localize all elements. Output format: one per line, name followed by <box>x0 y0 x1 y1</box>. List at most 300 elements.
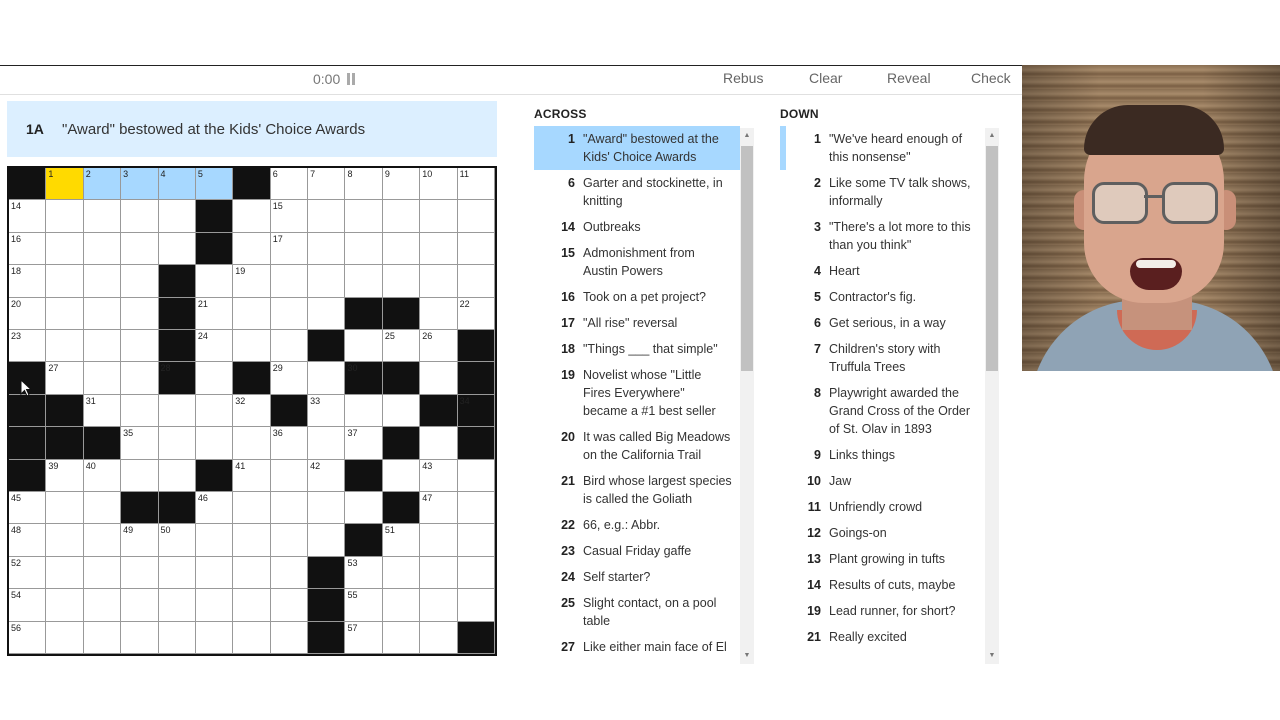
grid-cell[interactable] <box>233 233 270 265</box>
cell-number: 46 <box>197 493 208 503</box>
grid-cell[interactable] <box>196 427 233 459</box>
grid-cell[interactable] <box>271 168 308 200</box>
grid-cell[interactable] <box>383 460 420 492</box>
grid-cell[interactable] <box>84 265 121 297</box>
scroll-up-icon[interactable]: ▲ <box>743 132 751 139</box>
grid-cell[interactable] <box>271 265 308 297</box>
cell-number: 11 <box>459 169 469 179</box>
clue-text: Heart <box>829 264 860 278</box>
grid-cell[interactable] <box>420 622 457 654</box>
grid-cell[interactable] <box>458 233 495 265</box>
grid-cell[interactable] <box>46 589 83 621</box>
across-clue[interactable] <box>534 634 740 660</box>
grid-cell[interactable] <box>84 395 121 427</box>
down-clue[interactable] <box>780 380 985 442</box>
across-clue[interactable] <box>534 538 740 564</box>
grid-cell[interactable] <box>196 330 233 362</box>
grid-cell[interactable] <box>271 524 308 556</box>
grid-cell[interactable] <box>420 362 457 394</box>
grid-cell[interactable] <box>420 524 457 556</box>
down-title: DOWN <box>780 107 819 121</box>
grid-cell[interactable] <box>84 524 121 556</box>
cell-number: 3 <box>123 169 129 179</box>
grid-block <box>345 460 382 492</box>
down-clue[interactable] <box>780 310 985 336</box>
grid-cell[interactable] <box>308 492 345 524</box>
person-teeth <box>1136 260 1176 268</box>
grid-cell[interactable] <box>233 524 270 556</box>
cell-number: 21 <box>197 298 208 309</box>
grid-cell[interactable] <box>84 200 121 232</box>
grid-cell[interactable] <box>420 330 457 362</box>
grid-cell[interactable] <box>271 427 308 459</box>
down-scrollbar[interactable] <box>985 128 999 664</box>
clue-number: 24 <box>561 570 575 584</box>
grid-block <box>233 362 270 394</box>
cell-number: 54 <box>11 590 22 601</box>
grid-cell[interactable] <box>46 557 83 589</box>
grid-cell[interactable] <box>196 557 233 589</box>
grid-cell[interactable] <box>271 233 308 265</box>
across-clue[interactable] <box>534 284 740 310</box>
clue-number: 6 <box>568 176 575 190</box>
grid-cell[interactable] <box>9 265 46 297</box>
grid-cell[interactable] <box>383 524 420 556</box>
grid-cell[interactable] <box>271 200 308 232</box>
grid-cell[interactable] <box>308 233 345 265</box>
grid-block <box>46 395 83 427</box>
grid-cell[interactable] <box>9 622 46 654</box>
grid-cell[interactable] <box>458 557 495 589</box>
grid-cell[interactable] <box>46 362 83 394</box>
clue-text: Novelist whose "Little Fires Everywhere" became a #1 best seller <box>583 368 716 418</box>
cell-number: 57 <box>347 622 358 633</box>
grid-cell[interactable] <box>271 298 308 330</box>
grid-cell[interactable] <box>345 557 382 589</box>
grid-cell[interactable] <box>9 233 46 265</box>
across-scroll-thumb[interactable] <box>741 146 753 371</box>
grid-cell[interactable] <box>46 524 83 556</box>
grid-cell[interactable] <box>121 557 158 589</box>
grid-cell[interactable] <box>196 395 233 427</box>
grid-cell[interactable] <box>420 589 457 621</box>
grid-cell[interactable] <box>46 622 83 654</box>
grid-cell[interactable] <box>233 492 270 524</box>
cell-number: 53 <box>347 557 358 568</box>
cell-number: 5 <box>197 169 203 179</box>
grid-cell[interactable] <box>233 395 270 427</box>
grid-cell[interactable] <box>159 427 196 459</box>
grid-block <box>159 265 196 297</box>
grid-cell[interactable] <box>84 298 121 330</box>
grid-cell[interactable] <box>196 622 233 654</box>
across-clue[interactable] <box>534 468 740 512</box>
grid-cell[interactable] <box>308 524 345 556</box>
grid-cell[interactable] <box>383 589 420 621</box>
cell-number: 25 <box>384 331 395 341</box>
clue-number: 19 <box>807 604 821 618</box>
grid-cell[interactable] <box>458 460 495 492</box>
grid-cell[interactable] <box>458 265 495 297</box>
current-clue-text: "Award" bestowed at the Kids' Choice Awards <box>62 120 366 138</box>
grid-cell[interactable] <box>233 427 270 459</box>
grid-block <box>458 330 495 362</box>
cell-number: 32 <box>235 395 246 406</box>
clue-text: Garter and stockinette, in knitting <box>583 176 723 208</box>
grid-cell[interactable] <box>308 200 345 232</box>
down-clue[interactable] <box>780 520 985 546</box>
grid-cell[interactable] <box>345 168 382 200</box>
grid-block <box>159 492 196 524</box>
clue-number: 23 <box>561 544 575 558</box>
grid-block <box>345 298 382 330</box>
grid-cell[interactable] <box>383 200 420 232</box>
grid-block <box>9 395 46 427</box>
clue-text: Casual Friday gaffe <box>583 544 692 558</box>
grid-cell[interactable] <box>458 492 495 524</box>
rebus-button[interactable]: Rebus <box>723 70 764 86</box>
grid-cell[interactable] <box>121 233 158 265</box>
grid-cell[interactable] <box>271 362 308 394</box>
clue-text: Self starter? <box>583 570 651 584</box>
down-clue[interactable] <box>780 494 985 520</box>
grid-cell[interactable] <box>345 492 382 524</box>
grid-cell[interactable] <box>271 557 308 589</box>
clue-number: 3 <box>814 220 821 234</box>
grid-cell[interactable] <box>383 557 420 589</box>
grid-cell[interactable] <box>196 362 233 394</box>
grid-cell[interactable] <box>121 362 158 394</box>
cell-number: 28 <box>160 363 171 374</box>
grid-cell[interactable] <box>121 524 158 556</box>
grid-cell[interactable] <box>84 557 121 589</box>
down-clue[interactable] <box>780 624 985 650</box>
grid-block <box>345 524 382 556</box>
clue-number: 21 <box>807 630 821 644</box>
grid-cell[interactable] <box>420 200 457 232</box>
grid-cell[interactable] <box>46 265 83 297</box>
cell-number: 30 <box>347 363 358 374</box>
grid-cell[interactable] <box>345 427 382 459</box>
down-clue[interactable] <box>780 442 985 468</box>
grid-cell[interactable] <box>308 362 345 394</box>
grid-cell[interactable] <box>345 265 382 297</box>
grid-cell[interactable] <box>345 589 382 621</box>
across-title: ACROSS <box>534 107 587 121</box>
grid-cell[interactable] <box>121 200 158 232</box>
timer[interactable] <box>313 66 356 92</box>
current-clue-banner <box>7 101 497 157</box>
grid-cell[interactable] <box>233 460 270 492</box>
down-clue[interactable] <box>780 214 985 258</box>
grid-cell[interactable] <box>233 589 270 621</box>
grid-cell[interactable] <box>420 298 457 330</box>
grid-cell[interactable] <box>9 330 46 362</box>
grid-cell[interactable] <box>159 589 196 621</box>
grid-block <box>196 460 233 492</box>
grid-block <box>271 395 308 427</box>
grid-cell[interactable] <box>308 168 345 200</box>
grid-cell[interactable] <box>345 200 382 232</box>
grid-cell[interactable] <box>420 168 457 200</box>
puzzle-toolbar <box>0 65 1022 95</box>
grid-cell[interactable] <box>308 427 345 459</box>
grid-cell[interactable] <box>159 395 196 427</box>
grid-cell[interactable] <box>84 330 121 362</box>
grid-cell[interactable] <box>420 427 457 459</box>
across-clue[interactable] <box>534 240 740 284</box>
cell-number: 45 <box>11 493 22 503</box>
across-clue[interactable] <box>534 310 740 336</box>
grid-block <box>196 233 233 265</box>
grid-cell[interactable] <box>383 330 420 362</box>
grid-cell[interactable] <box>84 168 121 200</box>
grid-cell[interactable] <box>196 524 233 556</box>
across-clue[interactable] <box>534 590 740 634</box>
cell-number: 14 <box>11 201 22 212</box>
grid-cell[interactable] <box>233 200 270 232</box>
grid-cell[interactable] <box>383 168 420 200</box>
grid-cell[interactable] <box>46 200 83 232</box>
grid-cell[interactable] <box>46 460 83 492</box>
grid-cell[interactable] <box>159 460 196 492</box>
cell-number: 1 <box>48 169 54 179</box>
grid-cell[interactable] <box>383 622 420 654</box>
grid-cell[interactable] <box>420 492 457 524</box>
grid-cell[interactable] <box>458 168 495 200</box>
grid-cell[interactable] <box>196 168 233 200</box>
grid-cell[interactable] <box>345 395 382 427</box>
check-button[interactable]: Check <box>971 70 1011 86</box>
grid-cell[interactable] <box>458 524 495 556</box>
grid-cell[interactable] <box>308 460 345 492</box>
down-clue[interactable] <box>780 336 985 380</box>
grid-cell[interactable] <box>159 233 196 265</box>
grid-cell[interactable] <box>383 265 420 297</box>
grid-cell[interactable] <box>233 330 270 362</box>
down-clue[interactable] <box>780 126 985 170</box>
cell-number: 24 <box>197 331 208 341</box>
grid-cell[interactable] <box>84 589 121 621</box>
clue-text: "We've heard enough of this nonsense" <box>829 132 963 164</box>
clue-number: 21 <box>561 474 575 488</box>
clue-text: Outbreaks <box>583 220 641 234</box>
down-clue[interactable] <box>780 572 985 598</box>
grid-cell[interactable] <box>458 298 495 330</box>
across-clue-list <box>534 126 740 664</box>
grid-cell[interactable] <box>345 330 382 362</box>
grid-cell[interactable] <box>9 557 46 589</box>
clear-button[interactable]: Clear <box>809 70 843 86</box>
cell-number: 47 <box>422 493 433 503</box>
cell-number: 10 <box>422 169 433 179</box>
grid-cell[interactable] <box>159 557 196 589</box>
grid-block <box>9 427 46 459</box>
clue-number: 19 <box>561 368 575 382</box>
grid-cell[interactable] <box>271 330 308 362</box>
scroll-down-icon[interactable]: ▼ <box>743 652 751 659</box>
person-hair <box>1084 105 1224 155</box>
grid-cell[interactable] <box>233 265 270 297</box>
across-clue[interactable] <box>534 564 740 590</box>
grid-block <box>159 330 196 362</box>
cell-number: 33 <box>310 395 321 406</box>
cell-number: 56 <box>11 622 22 633</box>
grid-cell[interactable] <box>345 622 382 654</box>
grid-cell[interactable] <box>84 362 121 394</box>
cell-number: 41 <box>235 460 246 471</box>
grid-cell[interactable] <box>84 492 121 524</box>
down-clue[interactable] <box>780 546 985 572</box>
grid-cell[interactable] <box>196 589 233 621</box>
crossword-grid[interactable] <box>7 166 497 656</box>
down-clue[interactable] <box>780 468 985 494</box>
clue-text: Links things <box>829 448 896 462</box>
grid-block <box>383 427 420 459</box>
grid-cell[interactable] <box>121 168 158 200</box>
cell-number: 6 <box>272 169 278 179</box>
down-clue[interactable] <box>780 598 985 624</box>
grid-cell[interactable] <box>420 233 457 265</box>
cell-number: 49 <box>123 525 134 536</box>
clue-text: Slight contact, on a pool table <box>583 596 717 628</box>
grid-cell[interactable] <box>420 460 457 492</box>
down-scroll-thumb[interactable] <box>986 146 998 371</box>
grid-block <box>159 362 196 394</box>
grid-cell[interactable] <box>84 460 121 492</box>
across-clue[interactable] <box>534 336 740 362</box>
grid-cell[interactable] <box>420 265 457 297</box>
across-clue[interactable] <box>534 126 740 170</box>
across-clue[interactable] <box>534 170 740 214</box>
timer-value: 0:00 <box>313 71 341 87</box>
across-clue[interactable] <box>534 214 740 240</box>
grid-cell[interactable] <box>345 233 382 265</box>
scroll-up-icon[interactable]: ▲ <box>988 132 996 139</box>
grid-cell[interactable] <box>308 395 345 427</box>
clue-number: 12 <box>807 526 821 540</box>
grid-cell[interactable] <box>84 622 121 654</box>
clue-number: 10 <box>807 474 821 488</box>
grid-cell[interactable] <box>271 622 308 654</box>
clue-text: Get serious, in a way <box>829 316 946 330</box>
across-scrollbar[interactable] <box>740 128 754 664</box>
grid-cell[interactable] <box>9 200 46 232</box>
grid-cell[interactable] <box>458 200 495 232</box>
grid-block <box>420 395 457 427</box>
grid-block <box>9 168 46 200</box>
grid-cell[interactable] <box>46 330 83 362</box>
grid-cell[interactable] <box>271 492 308 524</box>
grid-cell[interactable] <box>196 298 233 330</box>
grid-cell[interactable] <box>271 460 308 492</box>
grid-cell[interactable] <box>420 557 457 589</box>
grid-cell[interactable] <box>46 298 83 330</box>
cell-number: 4 <box>160 169 166 179</box>
grid-cell[interactable] <box>121 622 158 654</box>
scroll-down-icon[interactable]: ▼ <box>988 652 996 659</box>
current-clue-label: 1A <box>26 121 44 137</box>
grid-block <box>84 427 121 459</box>
down-clue[interactable] <box>780 170 985 214</box>
clue-text: Like either main face of El <box>583 640 727 654</box>
grid-cell[interactable] <box>121 427 158 459</box>
down-clue-list <box>780 126 985 664</box>
grid-cell[interactable] <box>121 298 158 330</box>
grid-cell[interactable] <box>159 200 196 232</box>
grid-cell[interactable] <box>383 233 420 265</box>
cell-number: 35 <box>123 428 134 439</box>
glasses-bridge <box>1144 195 1164 198</box>
grid-cell[interactable] <box>46 492 83 524</box>
grid-cell[interactable] <box>458 589 495 621</box>
pause-icon[interactable] <box>346 73 356 85</box>
grid-cell[interactable] <box>121 330 158 362</box>
across-clue[interactable] <box>534 424 740 468</box>
grid-cell[interactable] <box>121 265 158 297</box>
down-clue[interactable] <box>780 258 985 284</box>
grid-block <box>308 330 345 362</box>
grid-cell[interactable] <box>383 395 420 427</box>
grid-cell[interactable] <box>233 298 270 330</box>
cell-number: 48 <box>11 525 22 536</box>
grid-cell[interactable] <box>233 622 270 654</box>
grid-block <box>308 557 345 589</box>
grid-cell[interactable] <box>159 622 196 654</box>
cell-number: 31 <box>85 395 96 406</box>
cell-number: 55 <box>347 590 358 601</box>
cell-number: 27 <box>48 363 59 374</box>
grid-cell[interactable] <box>9 492 46 524</box>
grid-cell[interactable] <box>233 557 270 589</box>
cell-number: 18 <box>11 266 22 277</box>
grid-cell[interactable] <box>46 233 83 265</box>
grid-block <box>345 362 382 394</box>
down-clue[interactable] <box>780 284 985 310</box>
across-clue[interactable] <box>534 512 740 538</box>
grid-cell[interactable] <box>196 492 233 524</box>
grid-cell[interactable] <box>84 233 121 265</box>
grid-cell[interactable] <box>308 298 345 330</box>
cell-number: 15 <box>272 201 283 212</box>
clue-text: Plant growing in tufts <box>829 552 946 566</box>
grid-cell[interactable] <box>9 298 46 330</box>
clue-text: "There's a lot more to this than you think" <box>829 220 971 252</box>
clue-number: 18 <box>561 342 575 356</box>
glasses-lens <box>1092 182 1148 224</box>
reveal-button[interactable]: Reveal <box>887 70 931 86</box>
grid-cell[interactable] <box>159 524 196 556</box>
clue-text: "Things ___ that simple" <box>583 342 718 356</box>
grid-cell[interactable] <box>271 589 308 621</box>
grid-cell[interactable] <box>121 589 158 621</box>
cell-number: 7 <box>310 169 316 179</box>
clue-number: 6 <box>814 316 821 330</box>
grid-cell[interactable] <box>196 265 233 297</box>
grid-cell[interactable] <box>46 168 83 200</box>
grid-cell[interactable] <box>9 589 46 621</box>
cell-number: 51 <box>384 525 395 536</box>
across-clue[interactable] <box>534 362 740 424</box>
grid-cell[interactable] <box>9 524 46 556</box>
grid-cell[interactable] <box>308 265 345 297</box>
clue-number: 14 <box>807 578 821 592</box>
grid-cell[interactable] <box>121 460 158 492</box>
clue-number: 20 <box>561 430 575 444</box>
grid-cell[interactable] <box>121 395 158 427</box>
clue-number: 7 <box>814 342 821 356</box>
grid-cell[interactable] <box>159 168 196 200</box>
